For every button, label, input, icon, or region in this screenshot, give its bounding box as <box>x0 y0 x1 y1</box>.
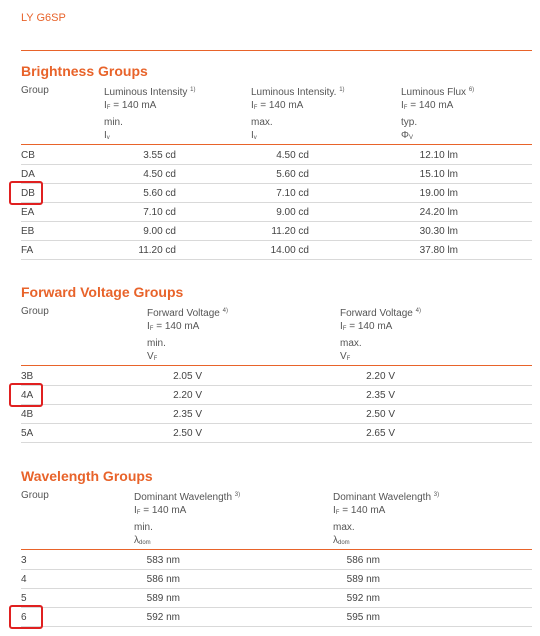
table-row <box>21 241 532 260</box>
condition-subscript: F <box>106 105 111 112</box>
quantity-name: Forward Voltage <box>340 308 413 319</box>
value-cell: 586 nm <box>146 574 180 585</box>
table-row <box>21 184 532 203</box>
condition-value: = 140 mA <box>260 100 304 112</box>
column-header <box>21 305 49 318</box>
header-rule <box>21 549 532 550</box>
symbol-subscript: V <box>408 135 413 142</box>
symbol: Φ <box>401 130 409 142</box>
value-cell: 2.20 V <box>366 371 395 382</box>
quantity-name: Dominant Wavelength <box>333 492 432 503</box>
footnote-ref: 4) <box>222 308 228 314</box>
column-header <box>333 489 439 551</box>
footnote-ref: 1) <box>339 87 345 93</box>
value-cell: 2.35 V <box>366 390 395 401</box>
condition-subscript: F <box>342 326 347 333</box>
header-label: Group <box>21 85 49 96</box>
column-header <box>147 305 228 367</box>
symbol-subscript: dom <box>338 540 350 547</box>
header-quantity <box>134 489 240 504</box>
header-quantity <box>340 305 421 320</box>
section-title: Forward Voltage Groups <box>21 284 184 300</box>
value-cell: 37.80 lm <box>419 245 458 256</box>
symbol: I <box>251 130 254 142</box>
value-cell: 12.10 lm <box>419 150 458 161</box>
value-cell: 3.55 cd <box>143 150 176 161</box>
group-cell: DA <box>21 169 35 180</box>
table-row <box>21 203 532 222</box>
header-condition <box>147 320 228 336</box>
group-cell: DB <box>21 188 35 199</box>
highlight-box <box>9 181 43 205</box>
condition-symbol: I <box>333 505 336 517</box>
highlight-box <box>9 383 43 407</box>
value-cell: 4.50 cd <box>276 150 309 161</box>
condition-subscript: F <box>335 510 340 517</box>
header-stat: max. <box>251 116 273 128</box>
quantity-name: Forward Voltage <box>147 308 220 319</box>
value-cell: 7.10 cd <box>143 207 176 218</box>
value-cell: 14.00 cd <box>270 245 309 256</box>
value-cell: 5.60 cd <box>276 169 309 180</box>
group-cell: 3B <box>21 371 34 382</box>
brightness-groups-section <box>21 62 532 256</box>
value-cell: 2.50 V <box>173 428 202 439</box>
value-cell: 589 nm <box>346 574 380 585</box>
symbol-subscript: dom <box>139 540 151 547</box>
column-header <box>104 84 196 146</box>
value-cell: 583 nm <box>146 555 180 566</box>
header-stat: min. <box>147 337 166 349</box>
value-cell: 2.20 V <box>173 390 202 401</box>
header-divider <box>21 50 532 51</box>
header-condition <box>251 99 345 115</box>
condition-value: = 140 mA <box>342 505 386 517</box>
footnote-ref: 3) <box>234 492 241 498</box>
value-cell: 30.30 lm <box>419 226 458 237</box>
footnote-ref: 4) <box>415 308 421 314</box>
column-header <box>401 84 474 146</box>
section-title: Brightness Groups <box>21 63 148 79</box>
quantity-name: Luminous Flux <box>401 87 467 98</box>
forward-voltage-groups-section <box>21 283 532 439</box>
value-cell: 586 nm <box>346 555 380 566</box>
column-header <box>134 489 240 551</box>
value-cell: 11.20 cd <box>271 226 309 237</box>
group-cell: 4A <box>21 390 34 401</box>
symbol-subscript: v <box>253 135 257 142</box>
header-condition <box>333 504 439 520</box>
table-row <box>21 222 532 241</box>
group-cell: 4B <box>21 409 34 420</box>
group-cell: CB <box>21 150 35 161</box>
condition-value: = 140 mA <box>349 321 393 333</box>
condition-subscript: F <box>403 105 408 112</box>
header-stat: max. <box>340 337 362 349</box>
value-cell: 19.00 lm <box>419 188 458 199</box>
condition-subscript: F <box>136 510 141 517</box>
value-cell: 5.60 cd <box>143 188 176 199</box>
symbol-subscript: F <box>153 356 158 363</box>
column-header <box>21 489 49 502</box>
value-cell: 7.10 cd <box>276 188 309 199</box>
header-condition <box>401 99 474 115</box>
condition-value: = 140 mA <box>156 321 200 333</box>
table-row <box>21 367 532 386</box>
value-cell: 592 nm <box>346 593 380 604</box>
value-cell: 24.20 lm <box>419 207 458 218</box>
document-header-label: LY G6SP <box>21 12 66 24</box>
quantity-name: Luminous Intensity. <box>251 87 337 98</box>
highlight-box <box>9 605 43 629</box>
symbol: V <box>147 351 154 363</box>
column-header <box>251 84 345 146</box>
header-stat: typ. <box>401 116 418 128</box>
value-cell: 2.65 V <box>366 428 395 439</box>
table-row <box>21 589 532 608</box>
footnote-ref: 3) <box>433 492 440 498</box>
value-cell: 2.35 V <box>173 409 202 420</box>
header-stat: min. <box>134 521 153 533</box>
column-header <box>340 305 421 367</box>
table-row <box>21 551 532 570</box>
value-cell: 592 nm <box>146 612 180 623</box>
footnote-ref: 6) <box>468 87 475 93</box>
header-quantity <box>401 84 474 99</box>
value-cell: 589 nm <box>146 593 180 604</box>
table-row <box>21 146 532 165</box>
value-cell: 9.00 cd <box>276 207 309 218</box>
symbol: V <box>340 351 347 363</box>
table-row <box>21 386 532 405</box>
quantity-name: Dominant Wavelength <box>134 492 233 503</box>
value-cell: 595 nm <box>346 612 380 623</box>
header-condition <box>340 320 421 336</box>
quantity-name: Luminous Intensity <box>104 87 188 98</box>
group-cell: 6 <box>21 612 27 623</box>
header-condition <box>134 504 240 520</box>
symbol-subscript: F <box>346 356 351 363</box>
condition-value: = 140 mA <box>143 505 187 517</box>
header-stat: max. <box>333 521 355 533</box>
header-label: Group <box>21 306 49 317</box>
wavelength-groups-section <box>21 467 532 623</box>
table-row <box>21 570 532 589</box>
table-row <box>21 165 532 184</box>
header-stat: min. <box>104 116 123 128</box>
condition-value: = 140 mA <box>410 100 454 112</box>
group-cell: EB <box>21 226 35 237</box>
header-quantity <box>104 84 196 99</box>
condition-subscript: F <box>149 326 154 333</box>
header-label: Group <box>21 490 49 501</box>
condition-symbol: I <box>147 321 150 333</box>
condition-symbol: I <box>104 100 107 112</box>
group-cell: FA <box>21 245 34 256</box>
header-rule <box>21 365 532 366</box>
section-title: Wavelength Groups <box>21 468 153 484</box>
header-quantity <box>147 305 228 320</box>
value-cell: 9.00 cd <box>143 226 176 237</box>
value-cell: 2.05 V <box>173 371 202 382</box>
footnote-ref: 1) <box>190 87 196 93</box>
column-header <box>21 84 49 97</box>
value-cell: 15.10 lm <box>419 169 458 180</box>
group-cell: 4 <box>21 574 27 585</box>
value-cell: 4.50 cd <box>143 169 176 180</box>
value-cell: 11.20 cd <box>138 245 176 256</box>
symbol-subscript: v <box>106 135 110 142</box>
header-condition <box>104 99 196 115</box>
condition-value: = 140 mA <box>113 100 157 112</box>
table-row <box>21 405 532 424</box>
group-cell: 3 <box>21 555 27 566</box>
condition-symbol: I <box>401 100 404 112</box>
table-row <box>21 608 532 627</box>
condition-symbol: I <box>251 100 254 112</box>
symbol: λ <box>333 535 338 547</box>
group-cell: EA <box>21 207 35 218</box>
table-row <box>21 424 532 443</box>
header-rule <box>21 144 532 145</box>
condition-symbol: I <box>134 505 137 517</box>
header-quantity <box>333 489 439 504</box>
group-cell: 5A <box>21 428 34 439</box>
symbol: λ <box>134 535 139 547</box>
condition-symbol: I <box>340 321 343 333</box>
group-cell: 5 <box>21 593 27 604</box>
condition-subscript: F <box>253 105 258 112</box>
header-quantity <box>251 84 345 99</box>
value-cell: 2.50 V <box>366 409 395 420</box>
symbol: I <box>104 130 107 142</box>
